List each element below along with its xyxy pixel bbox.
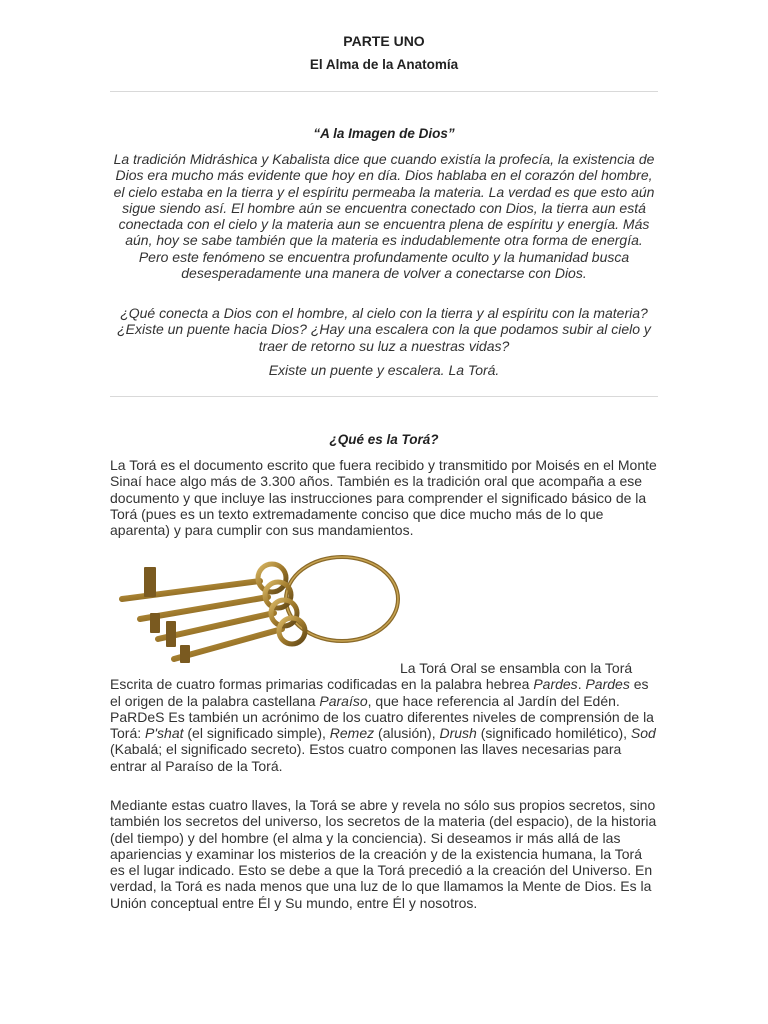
paragraph-puente: Existe un puente y escalera. La Torá. bbox=[268, 362, 500, 378]
section-title-tora: ¿Qué es la Torá? bbox=[329, 432, 439, 447]
divider bbox=[110, 91, 658, 92]
paragraph-tora-intro: La Torá es el documento escrito que fuera recibido y transmitido por Moisés en el Monte Sinaí hace algo más de 3.300 años. También es la tradición oral que acompaña a ese documento y que incluye las instrucciones para comprender el significado básico de la Torá (pues es un texto extremadamente conciso que dice mucho más de lo que aparenta) y para cumplir con sus mandamientos. bbox=[110, 457, 657, 539]
keys-ring-image bbox=[110, 547, 400, 673]
part-heading: PARTE UNO bbox=[343, 33, 425, 49]
paragraph-tradicion: La tradición Midráshica y Kabalista dice que cuando existía la profecía, la existencia de Dios era mucho más evidente que hoy en día. Dios hablaba en el corazón del hombre, el cielo estaba en la tierra y el espíritu permeaba la materia. La verdad es que esto aún sigue siendo así. El hombre aún se encuentra conectado con Dios, la tierra aun está conectada con el cielo y la materia aun se encuentra plena de espíritu y energía. Más aún, hoy se sabe también que la materia es indudablemente otra forma de energía. Pero este fenómeno se encuentra profundamente oculto y la humanidad busca desesperadamente una manera de volver a conectarse con Dios. bbox=[113, 151, 655, 282]
paragraph-pregunta: ¿Qué conecta a Dios con el hombre, al cielo con la tierra y al espíritu con la materia? ¿Existe un puente hacia Dios? ¿Hay una escalera con la que podamos subir al cielo y traer de retorno su luz a nuestras vidas? bbox=[117, 305, 651, 354]
paragraph-cuatro-llaves: Mediante estas cuatro llaves, la Torá se abre y revela no sólo sus propios secretos, sino también los secretos del universo, los secretos de la materia (del espacio), de la historia (del tiempo) y del hombre (el alma y la conciencia). Si deseamos ir más allá de las apariencias y examinar los misterios de la creación y de la existencia humana, la Torá es el lugar indicado. Esto se debe a que la Torá precedió a la creación del Universo. En verdad, la Torá es nada menos que una luz de lo que llamamos la Mente de Dios. Es la Unión conceptual entre Él y Su mundo, entre Él y nosotros. bbox=[110, 797, 657, 911]
chapter-title: El Alma de la Anatomía bbox=[309, 57, 459, 72]
divider bbox=[110, 396, 658, 397]
paragraph-pardes: La Torá Oral se ensambla con la Torá Escrita de cuatro formas primarias codificadas en la palabra hebrea Pardes. Pardes es el origen de la palabra castellana Paraíso, que hace referencia al Jardín del Edén. PaRDeS Es también un acrónimo de los cuatro diferentes niveles de comprensión de la Torá: P'shat (el significado simple), Remez (alusión), Drush (significado homilético), Sod (Kabalá; el significado secreto). Estos cuatro componen las llaves necesarias para entrar al Paraíso de la Torá. bbox=[110, 660, 656, 774]
section-title-imagen: “A la Imagen de Dios” bbox=[313, 126, 455, 141]
